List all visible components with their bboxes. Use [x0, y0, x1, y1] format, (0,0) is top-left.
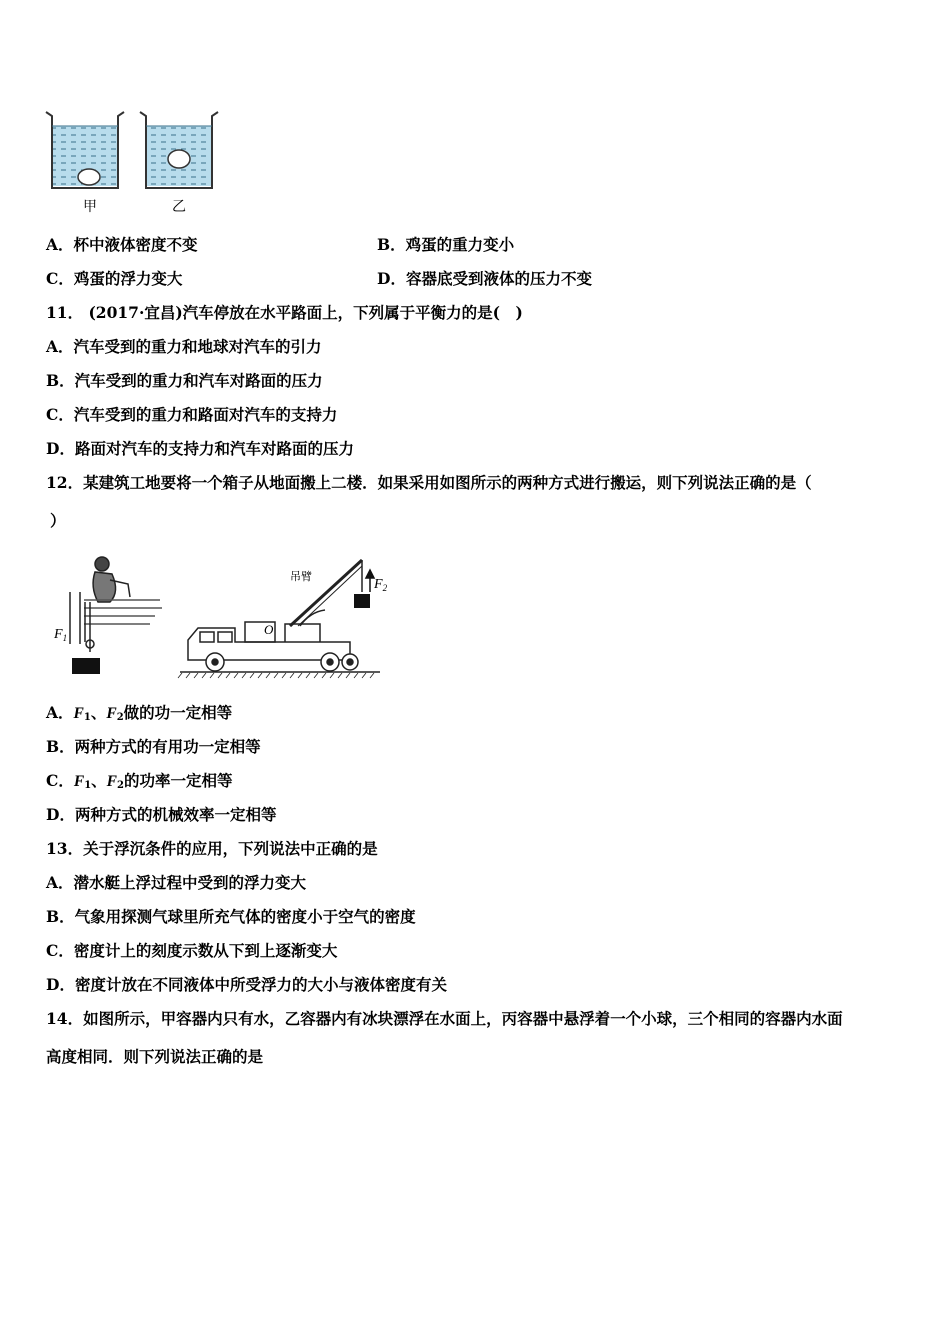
- q11-option-d[interactable]: D．路面对汽车的支持力和汽车对路面的压力: [46, 439, 354, 458]
- crane-truck: [178, 560, 380, 678]
- q13-option-c[interactable]: C．密度计上的刻度示数从下到上逐渐变大: [46, 941, 338, 960]
- q12-option-a[interactable]: [46, 702, 232, 729]
- pivot-o-label: O: [264, 622, 274, 637]
- q11-stem: 11． (2017·宜昌)汽车停放在水平路面上，下列属于平衡力的是( ): [46, 303, 523, 322]
- crane-arm-label: 吊臂: [290, 570, 312, 583]
- f2-arrow: [366, 570, 374, 592]
- q12-a-text: 做的功一定相等: [123, 703, 233, 722]
- q12-c-s1: 1: [84, 780, 92, 791]
- beaker-jia-label: 甲: [83, 199, 97, 215]
- q12-c-prefix: C．: [46, 771, 74, 790]
- q10-option-c[interactable]: C．鸡蛋的浮力变大: [46, 269, 183, 288]
- q12-option-b[interactable]: B．两种方式的有用功一定相等: [46, 737, 261, 756]
- beaker-yi: [140, 112, 218, 188]
- q13-option-d[interactable]: D．密度计放在不同液体中所受浮力的大小与液体密度有关: [46, 975, 447, 994]
- q11-option-a[interactable]: A．汽车受到的重力和地球对汽车的引力: [46, 337, 322, 356]
- f1-label: $F_1$: [54, 627, 68, 643]
- q14-stem-line1: 14．如图所示，甲容器内只有水，乙容器内有冰块漂浮在水面上，丙容器中悬浮着一个小球，三个相同的容器内水面: [46, 1009, 843, 1028]
- q12-option-c[interactable]: [46, 770, 233, 797]
- q13-stem: 13．关于浮沉条件的应用，下列说法中正确的是: [46, 839, 378, 858]
- q12-c-f1: F: [73, 773, 85, 790]
- q12-stem-line2: ）: [50, 511, 66, 530]
- q12-a-f2: F: [106, 705, 117, 722]
- q13-option-b[interactable]: B．气象用探测气球里所充气体的密度小于空气的密度: [46, 907, 416, 926]
- beaker-jia: [46, 112, 124, 188]
- worker-box: [72, 658, 100, 674]
- q12-a-s1: 1: [83, 712, 91, 723]
- q10-option-a[interactable]: A．杯中液体密度不变: [46, 235, 198, 254]
- q12-option-d[interactable]: D．两种方式的机械效率一定相等: [46, 805, 277, 824]
- beaker-yi-label: 乙: [172, 199, 186, 215]
- crane-box: [354, 594, 370, 608]
- q12-c-sep: 、: [91, 771, 107, 790]
- q10-option-b[interactable]: B．鸡蛋的重力变小: [377, 235, 515, 254]
- beakers-figure: [40, 104, 230, 219]
- q12-a-s2: 2: [116, 712, 124, 723]
- q12-a-sep: 、: [90, 703, 107, 722]
- q12-a-f1: F: [73, 705, 84, 722]
- f2-label: $F_2$: [374, 577, 388, 593]
- egg-jia: [78, 169, 100, 185]
- worker-illustration: [70, 557, 162, 652]
- q13-option-a[interactable]: A．潜水艇上浮过程中受到的浮力变大: [46, 873, 307, 892]
- q11-option-c[interactable]: C．汽车受到的重力和路面对汽车的支持力: [46, 405, 338, 424]
- q12-c-s2: 2: [117, 780, 124, 791]
- q14-stem-line2: 高度相同．则下列说法正确的是: [46, 1047, 264, 1066]
- q10-option-d[interactable]: D．容器底受到液体的压力不变: [377, 269, 592, 288]
- lifting-figure: [50, 552, 390, 682]
- q12-a-prefix: A．: [46, 703, 74, 722]
- q11-option-b[interactable]: B．汽车受到的重力和汽车对路面的压力: [46, 371, 323, 390]
- q12-c-text: 的功率一定相等: [123, 771, 233, 790]
- q12-stem-line1: 12．某建筑工地要将一个箱子从地面搬上二楼．如果采用如图所示的两种方式进行搬运，则下列说法正确的是（: [46, 473, 812, 492]
- egg-yi: [168, 150, 190, 168]
- q12-c-f2: F: [106, 773, 118, 790]
